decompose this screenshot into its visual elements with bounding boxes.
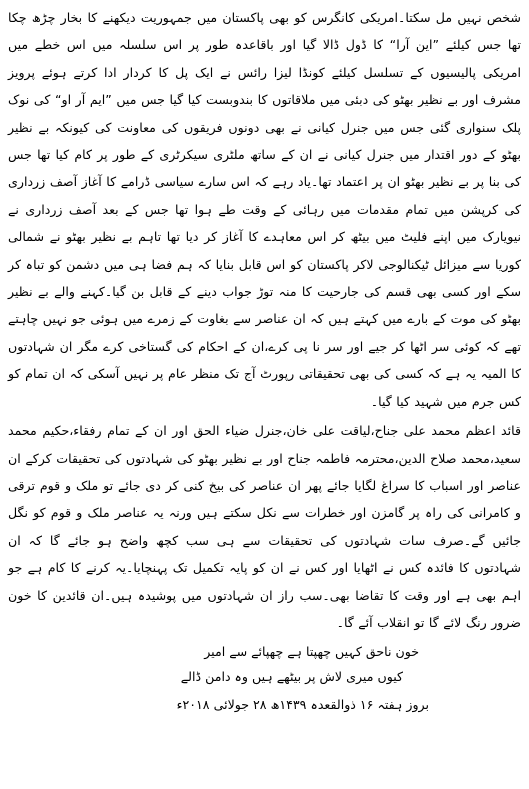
article-paragraph-1: شخص نہیں مل سکتا۔امریکی کانگرس کو بھی پاکستان میں جمہوریت دیکھنے کا بخار چڑھ چکا تھا جس کیلئے ”این آرا“ کا ڈول ڈالا گیا اور باقاعدہ طور پر اس سلسلہ میں اس خطے میں امریکی پالیسیوں کے تسلسل کیلئے کونڈا لیزا رائس نے ایک پل کا کردار ادا کرتے ہوئے پرویز مشرف اور بے نظیر بھٹو کی دبئی میں ملاقاتوں کا بندوبست کیا گیا جس میں ”ایم آر او“ کی نوک پلک سنواری گئی جس میں جنرل کیانی نے بھی دونوں فریقوں کی معاونت کی کیونکہ بے نظیر بھٹو کے دور اقتدار میں جنرل کیانی نے ان کے ساتھ ملٹری سیکرٹری کے طور پر کام کیا تھا جس کی بنا پر بے نظیر بھٹو ان پر اعتماد تھا۔یاد رہے کہ اس سارے سیاسی ڈرامے کا آغاز آصف زرداری کی کرپشن میں تمام مقدمات میں رہائی کے وقت طے ہوا تھا جس کے بعد آصف زرداری نے نیویارک میں اپنے فلیٹ میں بیٹھ کر اس معاہدے کا آغاز کر دیا تھا تاہم بے نظیر بھٹو نے شمالی کوریا سے میزائل ٹیکنالوجی لاکر پاکستان کو اس قابل بنایا کہ ہم فضا ہی میں دشمن کو تباہ کر سکے اور کسی بھی قسم کی جارحیت کا منہ توڑ جواب دینے کے قابل بن گیا۔کہنے والے بے نظیر بھٹو کی موت کے بارے میں کہتے ہیں کہ ان عناصر سے بغاوت کے زمرے میں ہوئی جو نہیں چاہتے تھے کہ کوئی سر اٹھا کر جیے اور سر نا پی کرے،ان کے احکام کی گستاخی کرے مگر ان شہادتوں کا المیہ یہ ہے کہ کسی کی بھی تحقیقاتی رپورٹ آج تک منظر عام پر نہیں آسکی کہ ان تمام کو کس جرم میں شہید کیا گیا۔ bbox=[8, 10, 521, 409]
poem-couplet bbox=[8, 639, 521, 689]
article-paragraph-2: قائد اعظم محمد علی جناح،لیاقت علی خان،جنرل ضیاء الحق اور ان کے تمام رفقاء،حکیم محمد سعید،محمد صلاح الدین،محترمہ فاطمہ جناح اور بے نظیر بھٹو کی شہادتوں کی تحقیقات کرکے ان عناصر اور اسباب کا سراغ لگایا جائے پھر ان عناصر کی بیخ کنی کر دی جائے تو ملک و قوم ترقی و کامرانی کی راہ پر گامزن اور خطرات سے نکل سکتے ہیں ورنہ یہ عناصر ملک و قوم کو نگل جائیں گے۔صرف سات شہادتوں کی تحقیقات سے ہی سب کچھ واضح ہو جائے گا کہ ان شہادتوں کا فائدہ کس نے اٹھایا اور کس نے ان کو پایہ تکمیل تک پہنچایا۔یہ کرنے کا کام ہے جو اہم بھی ہے اور وقت کا تقاضا بھی۔سب راز ان شہادتوں میں پوشیدہ ہیں۔ان قائدین کا خون ضرور رنگ لائے گا تو انقلاب آئے گا۔ bbox=[8, 423, 521, 630]
poem-line-2: کیوں میری لاش پر بیٹھے ہیں وہ دامن ڈالے bbox=[180, 669, 403, 685]
poem-line-1: خون ناحق کہیں چھپتا ہے چھپائے سے امیر bbox=[204, 644, 419, 660]
dateline: بروز ہفتہ ۱۶ ذوالقعدہ ۱۴۳۹ھ ۲۸ جولائی ۲۰۱۸ء bbox=[176, 697, 429, 713]
